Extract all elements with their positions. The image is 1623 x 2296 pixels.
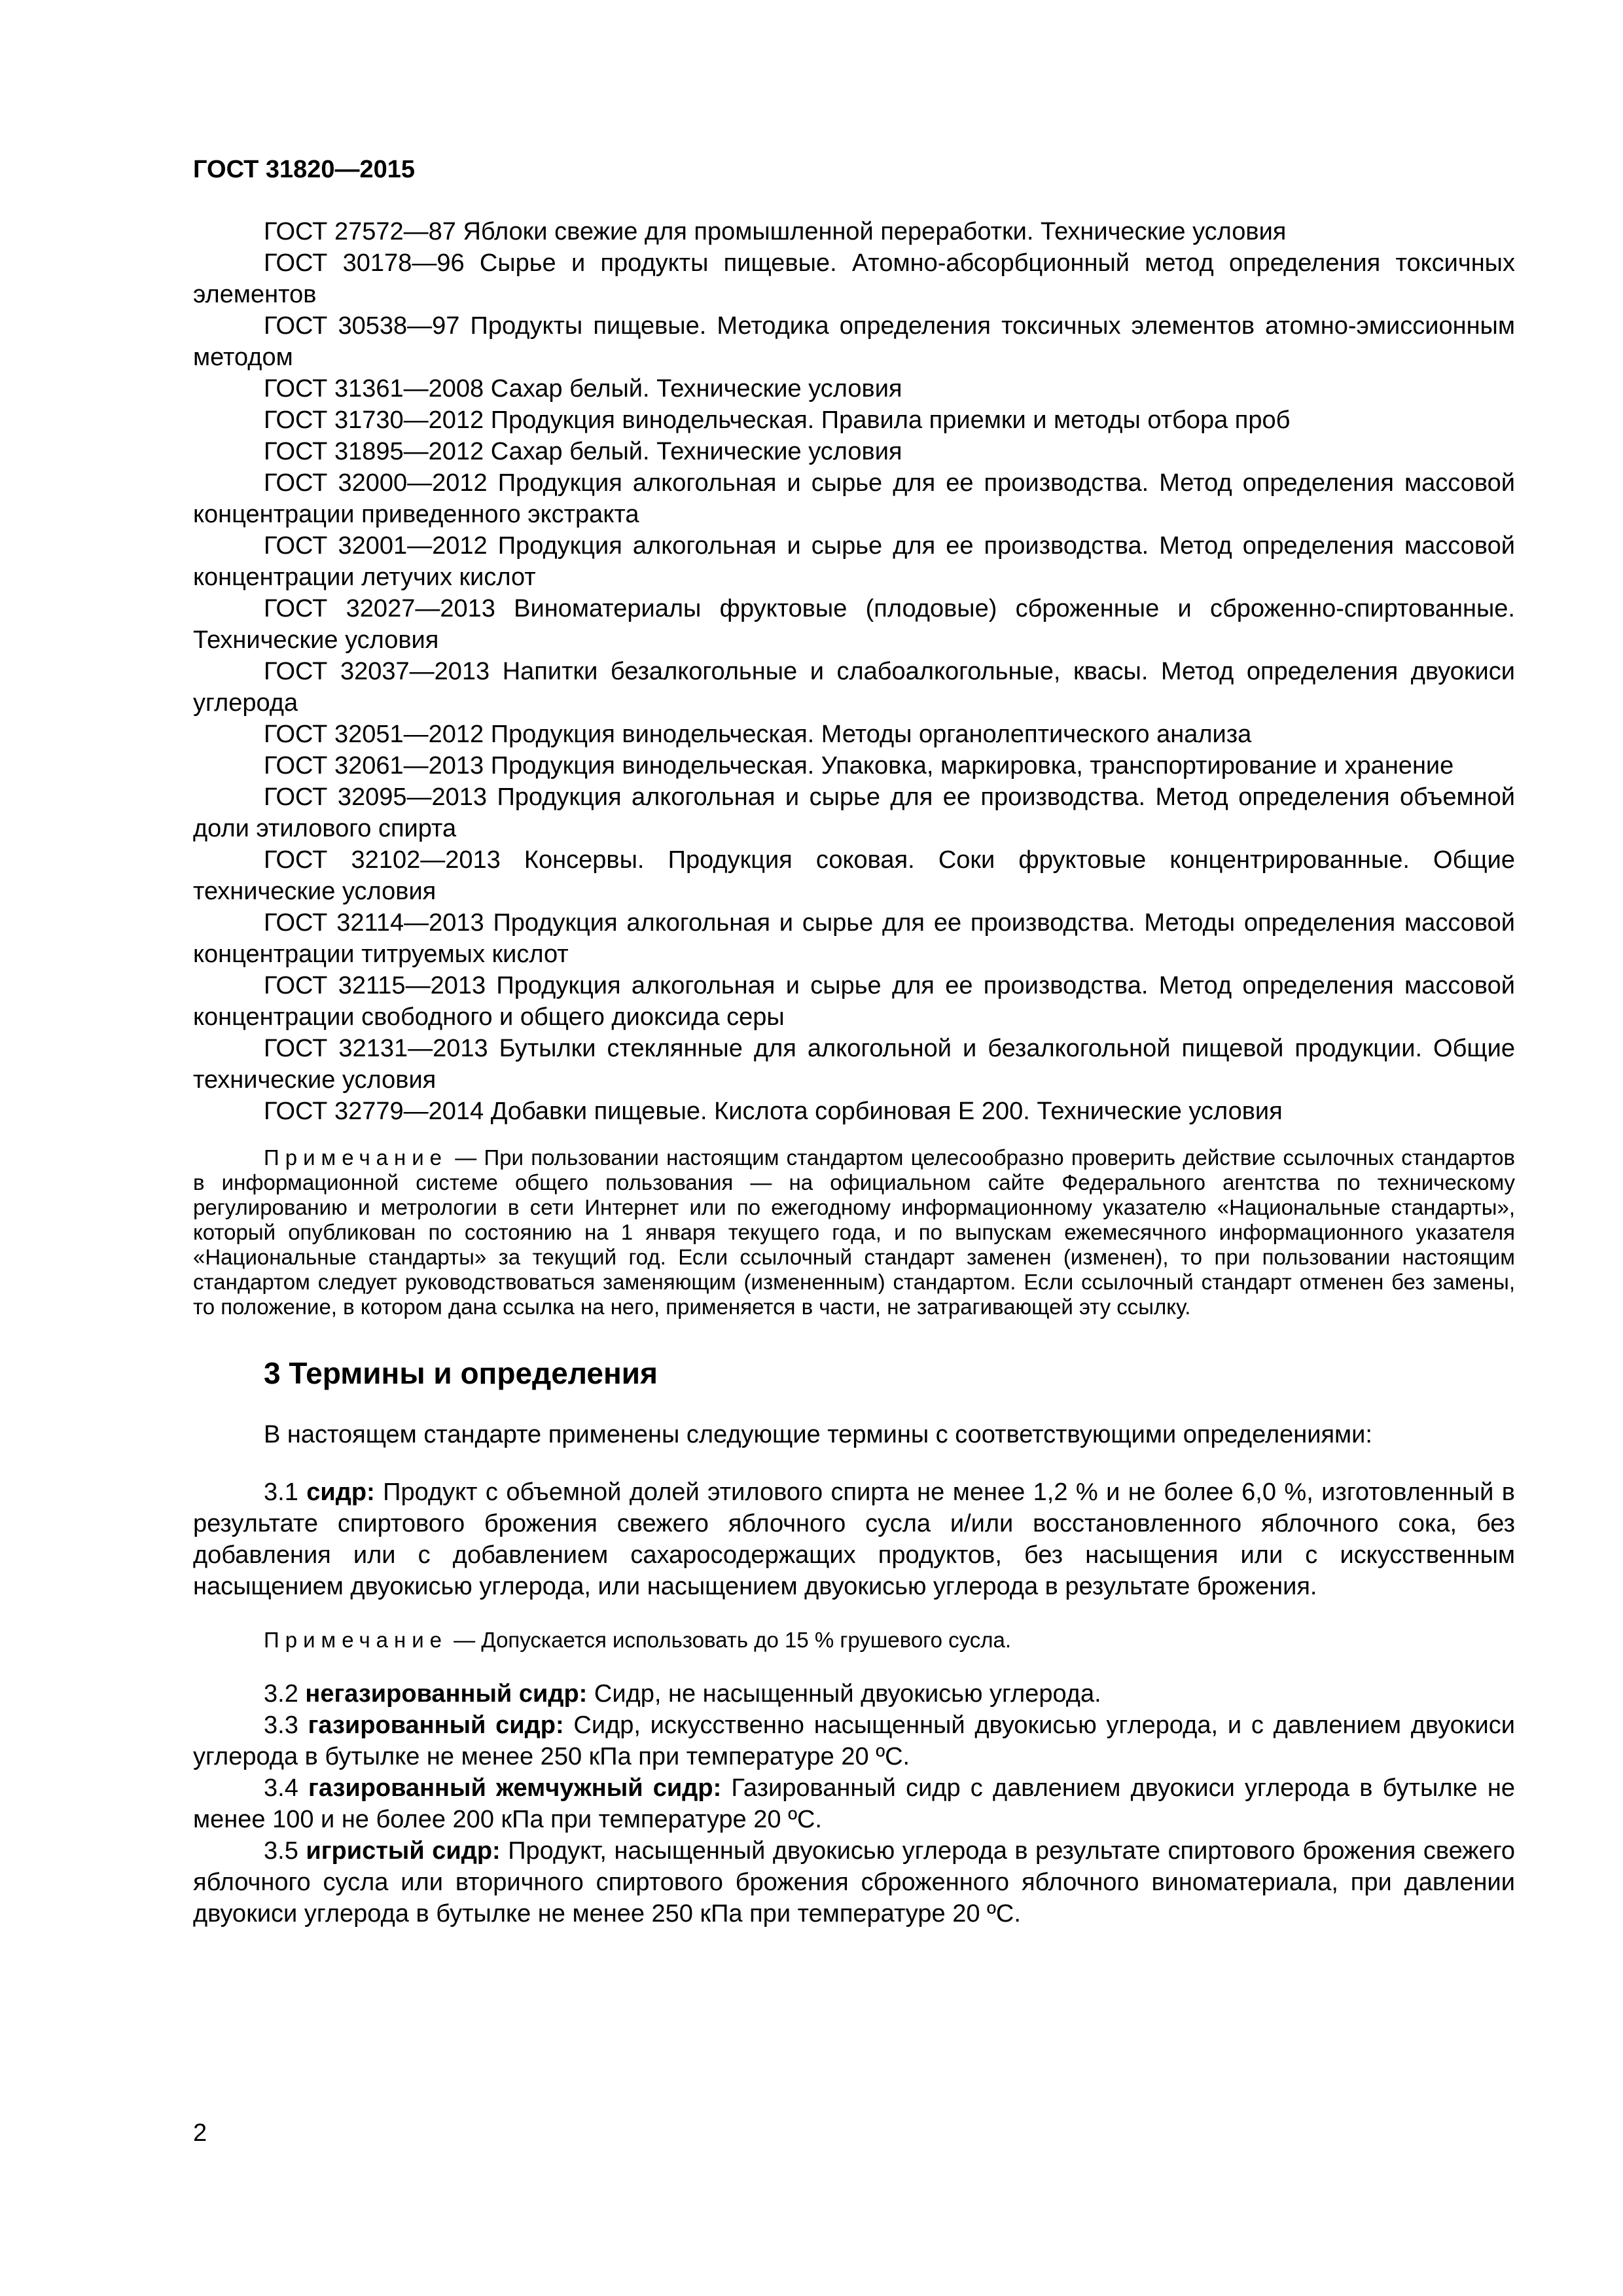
reference-item: ГОСТ 32131—2013 Бутылки стеклянные для алкогольной и безалкогольной пищевой продукции. Общие технические условия (193, 1035, 1515, 1094)
reference-item: ГОСТ 30538—97 Продукты пищевые. Методика определения токсичных элементов атомно-эмиссионным методом (193, 312, 1515, 371)
term-name: игристый сидр: (306, 1837, 501, 1865)
note-text: — Допускается использовать до 15 % грушевого сусла. (448, 1628, 1011, 1652)
reference-item: ГОСТ 32779—2014 Добавки пищевые. Кислота сорбиновая Е 200. Технические условия (264, 1098, 1283, 1125)
reference-item: ГОСТ 32000—2012 Продукция алкогольная и сырье для ее производства. Метод определения массовой концентрации приведенного экстракта (193, 469, 1515, 528)
reference-item: ГОСТ 31730—2012 Продукция винодельческая. Правила приемки и методы отбора проб (264, 406, 1291, 434)
term-number: 3.4 (264, 1774, 309, 1802)
document-header: ГОСТ 31820—2015 (193, 156, 416, 183)
reference-item: ГОСТ 31361—2008 Сахар белый. Технические условия (264, 375, 902, 403)
normative-references-list (193, 216, 1515, 1127)
section-title: 3 Термины и определения (264, 1356, 658, 1390)
term-name: газированный жемчужный сидр: (308, 1774, 722, 1802)
reference-item: ГОСТ 32001—2012 Продукция алкогольная и сырье для ее производства. Метод определения массовой концентрации летучих кислот (193, 532, 1515, 591)
reference-item: ГОСТ 27572—87 Яблоки свежие для промышленной переработки. Технические условия (264, 218, 1287, 245)
reference-item: ГОСТ 30178—96 Сырье и продукты пищевые. Атомно-абсорбционный метод определения токсичных элементов (193, 249, 1515, 308)
term-definition (193, 1835, 1515, 1929)
term-number: 3.1 (264, 1479, 307, 1506)
term-text: Сидр, не насыщенный двуокисью углерода. (587, 1680, 1101, 1708)
reference-item: ГОСТ 32051—2012 Продукция винодельческая. Методы органолептического анализа (264, 721, 1252, 748)
reference-item: ГОСТ 32061—2013 Продукция винодельческая. Упаковка, маркировка, транспортирование и хранение (264, 752, 1454, 780)
reference-item: ГОСТ 32037—2013 Напитки безалкогольные и слабоалкогольные, квасы. Метод определения двуокиси углерода (193, 658, 1515, 717)
term-text: Сидр, искусственно насыщенный двуокисью углерода, и с давлением двуокиси углерода в бутылке не менее 250 кПа при температуре 20 ºС. (193, 1712, 1515, 1770)
term-name: сидр: (306, 1479, 375, 1506)
document-body (193, 216, 1515, 1929)
section-intro: В настоящем стандарте применены следующие термины с соответствующими определениями: (264, 1421, 1372, 1448)
reference-item: ГОСТ 32102—2013 Консервы. Продукция соковая. Соки фруктовые концентрированные. Общие технические условия (193, 846, 1515, 905)
note-text: — При пользовании настоящим стандартом целесообразно проверить действие ссылочных стандартов в информационной системе общего пользования — на официальном сайте Федерального агентства по техническому регулированию и метрологии в сети Интернет или по ежегодному информационному указателю «Национальные стандарты», который опубликован по состоянию на 1 января текущего года, и по выпускам ежемесячного информационного указателя «Национальные стандарты» за текущий год. Если ссылочный стандарт заменен (изменен), то при пользовании настоящим стандартом следует руководствоваться заменяющим (измененным) стандартом. Если ссылочный стандарт отменен без замены, то положение, в котором дана ссылка на него, применяется в части, не затрагивающей эту ссылку. (193, 1145, 1515, 1319)
term-number: 3.5 (264, 1837, 306, 1865)
term-definition (193, 1678, 1515, 1710)
term-text: Продукт, насыщенный двуокисью углерода в результате спиртового брожения свежего яблочного сусла или вторичного спиртового брожения сброженного яблочного виноматериала, при давлении двуокиси углерода в бутылке не менее 250 кПа при температуре 20 ºС. (193, 1837, 1516, 1928)
reference-item: ГОСТ 32027—2013 Виноматериалы фруктовые (плодовые) сброженные и сброженно-спиртованные. Технические условия (193, 595, 1515, 654)
reference-item: ГОСТ 32095—2013 Продукция алкогольная и сырье для ее производства. Метод определения объемной доли этилового спирта (193, 783, 1515, 842)
term-definition (193, 1477, 1515, 1602)
term-definition (193, 1710, 1515, 1772)
note-label: Примечание (264, 1145, 448, 1170)
term-number: 3.2 (264, 1680, 306, 1708)
term-name: газированный сидр: (308, 1712, 564, 1739)
term-number: 3.3 (264, 1712, 308, 1739)
term-note (193, 1627, 1515, 1653)
term-name: негазированный сидр: (305, 1680, 588, 1708)
reference-item: ГОСТ 31895—2012 Сахар белый. Технические условия (264, 438, 902, 465)
term-text: Газированный сидр с давлением двуокиси углерода в бутылке не менее 100 и не более 200 кПа при температуре 20 ºС. (193, 1774, 1515, 1833)
reference-item: ГОСТ 32115—2013 Продукция алкогольная и сырье для ее производства. Метод определения массовой концентрации свободного и общего диоксида серы (193, 972, 1515, 1031)
reference-item: ГОСТ 32114—2013 Продукция алкогольная и сырье для ее производства. Методы определения массовой концентрации титруемых кислот (193, 909, 1515, 968)
note-label: Примечание (264, 1628, 448, 1652)
term-definition (193, 1772, 1515, 1835)
term-text: Продукт с объемной долей этилового спирта не менее 1,2 % и не более 6,0 %, изготовленный в результате спиртового брожения свежего яблочного сусла и/или восстановленного яблочного сока, без добавления или с добавлением сахаросодержащих продуктов, без насыщения или с искусственным насыщением двуокисью углерода, или насыщением двуокисью углерода в результате брожения. (193, 1479, 1515, 1600)
page-number: 2 (193, 2119, 207, 2147)
references-note (193, 1145, 1515, 1319)
